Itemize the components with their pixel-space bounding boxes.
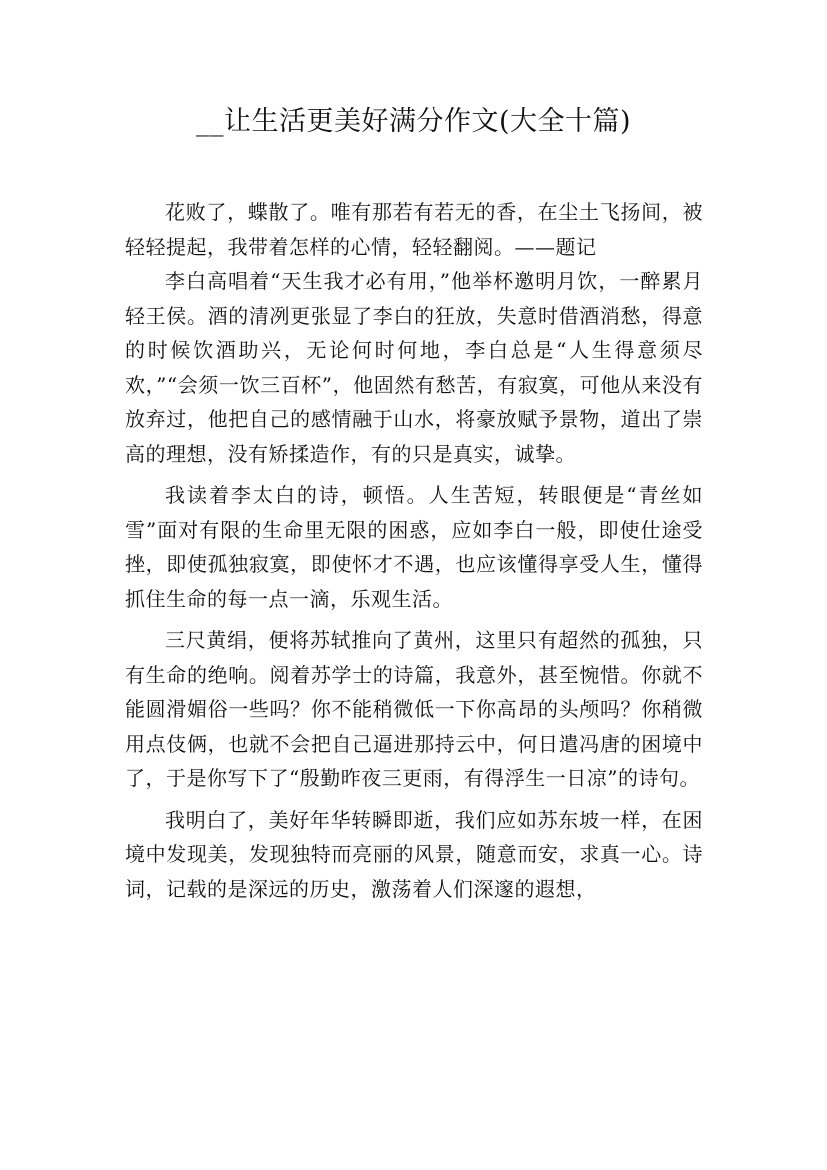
paragraph-epigraph: 花败了，蝶散了。唯有那若有若无的香，在尘土飞扬间，被轻轻提起，我带着怎样的心情，轻轻翻阅。——题记 [125, 200, 703, 259]
document-title: __让生活更美好满分作文(大全十篇) [195, 106, 632, 137]
paragraph-reflection-li-bai: 我读着李太白的诗，顿悟。人生苦短，转眼便是“青丝如雪”面对有限的生命里无限的困惑，应如李白一般，即使仕途受挫，即使孤独寂寞，即使怀才不遇，也应该懂得享受人生，懂得抓住生命的每一点一滴，乐观生活。 [125, 483, 703, 611]
paragraph-reflection-su-shi: 我明白了，美好年华转瞬即逝，我们应如苏东坡一样，在困境中发现美，发现独特而亮丽的风景，随意而安，求真一心。诗词，记载的是深远的历史，激荡着人们深邃的遐想， [125, 807, 703, 901]
paragraph-su-shi: 三尺黄绢，便将苏轼推向了黄州，这里只有超然的孤独，只有生命的绝响。阅着苏学士的诗篇，我意外，甚至惋惜。你就不能圆滑媚俗一些吗？你不能稍微低一下你高昂的头颅吗？你稍微用点伎俩，也就不会把自己逼进那持云中，何日遣冯唐的困境中了，于是你写下了“殷勤昨夜三更雨，有得浮生一日凉”的诗句。 [125, 628, 703, 790]
paragraph-li-bai: 李白高唱着“天生我才必有用，”他举杯邀明月饮，一醉累月轻王侯。酒的清冽更张显了李白的狂放，失意时借酒消愁，得意的时候饮酒助兴，无论何时何地，李白总是“人生得意须尽欢，”“会须一饮三百杯”，他固然有愁苦，有寂寞，可他从来没有放弃过，他把自己的感情融于山水，将豪放赋予景物，道出了崇高的理想，没有矫揉造作，有的只是真实，诚挚。 [125, 269, 703, 466]
document-body [125, 195, 703, 906]
